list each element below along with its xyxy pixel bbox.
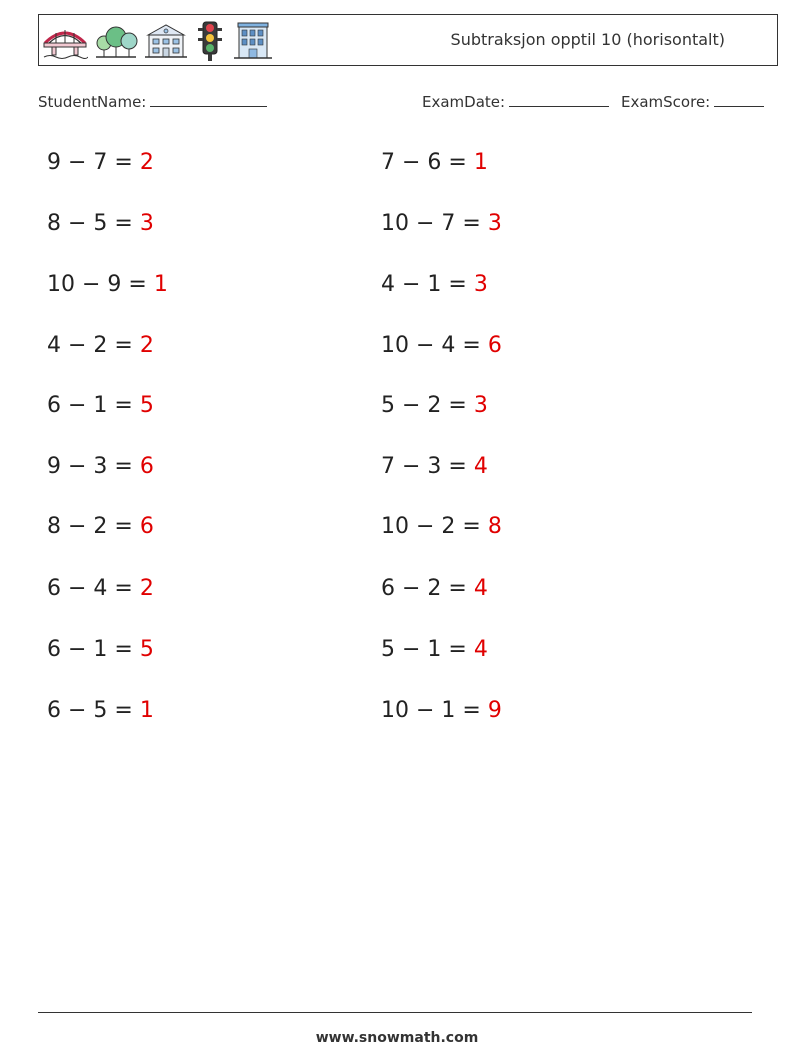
problem-question: 7 − 3 = — [381, 454, 467, 479]
problem-answer: 1 — [473, 150, 488, 175]
bridge-icon — [42, 21, 88, 61]
problem-item — [381, 637, 488, 662]
problem-question: 9 − 3 = — [47, 454, 133, 479]
exam-date-blank[interactable] — [509, 92, 609, 107]
office-building-icon — [232, 20, 274, 62]
trees-icon — [94, 21, 138, 61]
problem-answer: 9 — [487, 698, 502, 723]
problem-question: 6 − 2 = — [381, 576, 467, 601]
student-name-field[interactable] — [38, 92, 267, 111]
problem-question: 10 − 9 = — [47, 272, 147, 297]
problem-answer: 1 — [139, 698, 154, 723]
problem-question: 10 − 1 = — [381, 698, 481, 723]
problem-item — [381, 333, 502, 358]
problem-question: 9 − 7 = — [47, 150, 133, 175]
worksheet-title: Subtraksjon opptil 10 (horisontalt) — [450, 30, 725, 49]
problem-item — [47, 333, 154, 358]
problem-answer: 1 — [153, 272, 168, 297]
problem-item — [381, 150, 488, 175]
problem-question: 4 − 1 = — [381, 272, 467, 297]
problem-answer: 2 — [139, 333, 154, 358]
problem-question: 10 − 7 = — [381, 211, 481, 236]
exam-date-label: ExamDate: — [422, 93, 506, 111]
info-row — [38, 92, 771, 116]
problem-item — [47, 211, 154, 236]
problem-item — [381, 514, 502, 539]
exam-date-field[interactable] — [422, 92, 609, 111]
problem-item — [47, 393, 154, 418]
problem-answer: 3 — [139, 211, 154, 236]
problem-question: 6 − 4 = — [47, 576, 133, 601]
problem-answer: 5 — [139, 637, 154, 662]
exam-score-blank[interactable] — [714, 92, 764, 107]
problem-answer: 5 — [139, 393, 154, 418]
problem-answer: 2 — [139, 150, 154, 175]
problem-question: 7 − 6 = — [381, 150, 467, 175]
problem-item — [47, 150, 154, 175]
traffic-light-icon — [194, 20, 226, 62]
problem-question: 4 − 2 = — [47, 333, 133, 358]
student-name-label: StudentName: — [38, 93, 147, 111]
problem-item — [47, 698, 154, 723]
problem-answer: 3 — [487, 211, 502, 236]
problem-answer: 3 — [473, 393, 488, 418]
problem-answer: 3 — [473, 272, 488, 297]
header-icons — [42, 19, 274, 63]
school-building-icon — [144, 21, 188, 61]
problem-item — [47, 637, 154, 662]
problem-question: 5 − 1 = — [381, 637, 467, 662]
exam-score-field[interactable] — [621, 92, 764, 111]
problem-question: 8 − 5 = — [47, 211, 133, 236]
footer-url[interactable]: www.snowmath.com — [315, 1030, 479, 1046]
problem-item — [381, 698, 502, 723]
problem-question: 6 − 5 = — [47, 698, 133, 723]
problem-item — [47, 272, 168, 297]
problem-item — [381, 454, 488, 479]
problem-item — [381, 272, 488, 297]
problem-item — [381, 211, 502, 236]
problem-answer: 4 — [473, 637, 488, 662]
exam-score-label: ExamScore: — [621, 93, 711, 111]
problem-answer: 4 — [473, 454, 488, 479]
problem-question: 6 − 1 = — [47, 393, 133, 418]
problem-answer: 8 — [487, 514, 502, 539]
problem-question: 6 − 1 = — [47, 637, 133, 662]
problem-item — [47, 576, 154, 601]
header-box — [38, 14, 778, 66]
problem-question: 10 − 4 = — [381, 333, 481, 358]
problem-item — [381, 393, 488, 418]
problem-answer: 6 — [139, 514, 154, 539]
problem-question: 5 − 2 = — [381, 393, 467, 418]
problem-answer: 6 — [139, 454, 154, 479]
problem-item — [381, 576, 488, 601]
student-name-blank[interactable] — [150, 92, 267, 107]
problem-item — [47, 454, 154, 479]
footer-divider — [38, 1012, 752, 1013]
problem-item — [47, 514, 154, 539]
problem-answer: 2 — [139, 576, 154, 601]
problem-answer: 6 — [487, 333, 502, 358]
problem-question: 8 − 2 = — [47, 514, 133, 539]
problem-question: 10 − 2 = — [381, 514, 481, 539]
problem-answer: 4 — [473, 576, 488, 601]
